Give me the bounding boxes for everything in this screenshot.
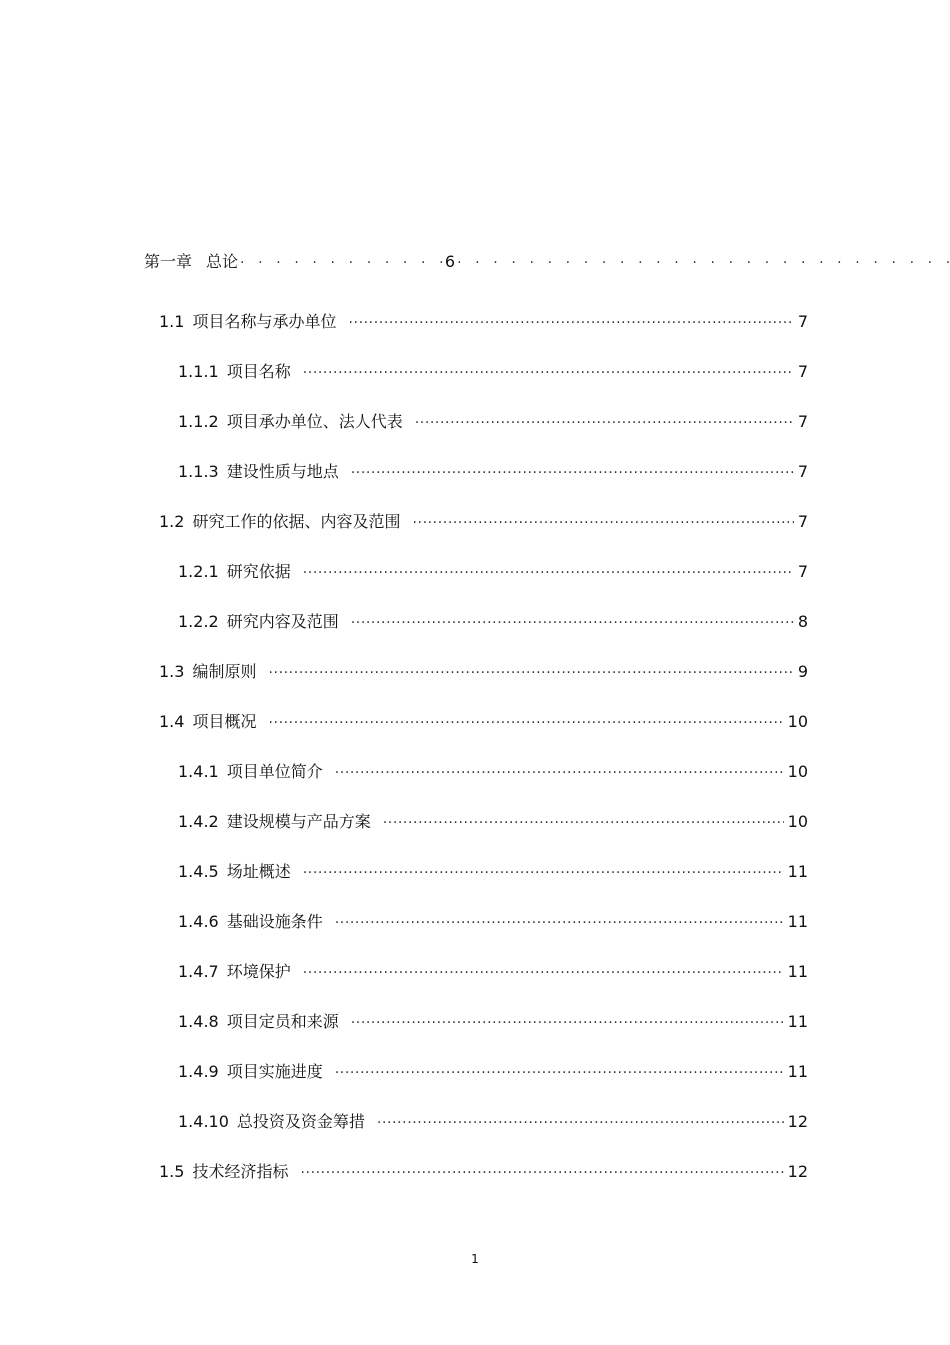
dot-leader [335, 762, 784, 784]
toc-entry[interactable] [178, 361, 808, 384]
toc-entry-title: 研究内容及范围 [226, 612, 339, 631]
toc-entry-title: 项目单位简介 [226, 762, 323, 781]
toc-entry-page-number: 7 [797, 512, 808, 531]
toc-entry-title: 研究工作的依据、内容及范围 [192, 512, 401, 531]
toc-entry-page-number: 11 [787, 1062, 808, 1081]
dot-leader [351, 462, 794, 484]
dot-leader [303, 362, 794, 384]
toc-entry[interactable] [178, 911, 808, 934]
toc-entry-page-number: 8 [797, 612, 808, 631]
toc-entry[interactable] [178, 761, 808, 784]
toc-entry-page-number: 12 [787, 1112, 808, 1131]
toc-entry-page-number: 11 [787, 962, 808, 981]
toc-entry-title: 建设规模与产品方案 [226, 812, 371, 831]
toc-entry-number: 1.5 [159, 1162, 185, 1181]
toc-entry-number: 1.2.1 [178, 562, 219, 581]
toc-entry-number: 1.4.9 [178, 1062, 219, 1081]
toc-entry[interactable] [178, 461, 808, 484]
toc-entry-title: 项目名称 [226, 362, 291, 381]
toc-entry[interactable] [178, 811, 808, 834]
chapter-label: 第一章 [144, 252, 193, 271]
toc-entry[interactable] [178, 1011, 808, 1034]
toc-entry-number: 1.4.5 [178, 862, 219, 881]
toc-entry-number: 1.1 [159, 312, 185, 331]
toc-entry-number: 1.4.1 [178, 762, 219, 781]
toc-entry-number: 1.2.2 [178, 612, 219, 631]
toc-entry-number: 1.1.1 [178, 362, 219, 381]
toc-entry-number: 1.2 [159, 512, 185, 531]
toc-entry-title: 项目概况 [192, 712, 257, 731]
toc-chapter-entry[interactable] [144, 251, 950, 274]
toc-entry-number: 1.4.8 [178, 1012, 219, 1031]
toc-entry-page-number: 7 [797, 462, 808, 481]
toc-entry[interactable] [178, 611, 808, 634]
dot-leader [351, 1012, 784, 1034]
dot-leader [303, 962, 784, 984]
toc-entry-page-number: 10 [787, 762, 808, 781]
dot-leader [412, 512, 793, 534]
dot-leader [300, 1162, 783, 1184]
chapter-title: 总论 [206, 252, 239, 271]
dot-leader [240, 252, 443, 274]
toc-entry-title: 项目实施进度 [226, 1062, 323, 1081]
dot-leader [268, 712, 783, 734]
toc-entry-number: 1.4 [159, 712, 185, 731]
dot-leader [383, 812, 784, 834]
toc-entry-page-number: 7 [797, 362, 808, 381]
toc-entry[interactable] [178, 411, 808, 434]
toc-entry-page-number: 11 [787, 862, 808, 881]
toc-entry-page-number: 12 [787, 1162, 808, 1181]
toc-entry-number: 1.1.2 [178, 412, 219, 431]
toc-entry[interactable] [178, 961, 808, 984]
toc-entry-title: 环境保护 [226, 962, 291, 981]
toc-entry-title: 建设性质与地点 [226, 462, 339, 481]
dot-leader [303, 562, 794, 584]
toc-entry-page-number: 10 [787, 712, 808, 731]
dot-leader [351, 612, 794, 634]
toc-entry[interactable] [159, 311, 808, 334]
dot-leader [303, 862, 784, 884]
dot-leader [415, 412, 794, 434]
toc-entry-page-number: 7 [797, 562, 808, 581]
toc-entry-title: 总投资及资金筹措 [236, 1112, 365, 1131]
toc-entry[interactable] [178, 1061, 808, 1084]
chapter-page-number: 6 [444, 252, 456, 271]
dot-leader [335, 1062, 784, 1084]
toc-entry-number: 1.4.2 [178, 812, 219, 831]
toc-entry-title: 项目名称与承办单位 [192, 312, 337, 331]
toc-entry-number: 1.4.6 [178, 912, 219, 931]
dot-leader [377, 1112, 784, 1134]
toc-entry[interactable] [178, 1111, 808, 1134]
toc-entry-page-number: 7 [797, 412, 808, 431]
toc-entry-title: 场址概述 [226, 862, 291, 881]
toc-entry-number: 1.4.7 [178, 962, 219, 981]
toc-entry-page-number: 9 [797, 662, 808, 681]
toc-entry-title: 项目承办单位、法人代表 [226, 412, 403, 431]
toc-entry[interactable] [159, 511, 808, 534]
toc-entry-page-number: 11 [787, 1012, 808, 1031]
toc-entry-title: 研究依据 [226, 562, 291, 581]
toc-entry[interactable] [178, 561, 808, 584]
toc-entry[interactable] [159, 711, 808, 734]
toc-entry[interactable] [178, 861, 808, 884]
toc-entry-page-number: 7 [797, 312, 808, 331]
dot-leader [457, 252, 950, 274]
toc-entry[interactable] [159, 1161, 808, 1184]
toc-entry-title: 编制原则 [192, 662, 257, 681]
toc-entry-title: 基础设施条件 [226, 912, 323, 931]
page-number: 1 [471, 1252, 479, 1266]
dot-leader [268, 662, 793, 684]
toc-entry-page-number: 11 [787, 912, 808, 931]
dot-leader [335, 912, 784, 934]
dot-leader [348, 312, 793, 334]
toc-entry-number: 1.4.10 [178, 1112, 229, 1131]
toc-entry-page-number: 10 [787, 812, 808, 831]
toc-entry-number: 1.3 [159, 662, 185, 681]
toc-entry[interactable] [159, 661, 808, 684]
toc-entry-number: 1.1.3 [178, 462, 219, 481]
toc-entry-title: 技术经济指标 [192, 1162, 289, 1181]
toc-entry-title: 项目定员和来源 [226, 1012, 339, 1031]
